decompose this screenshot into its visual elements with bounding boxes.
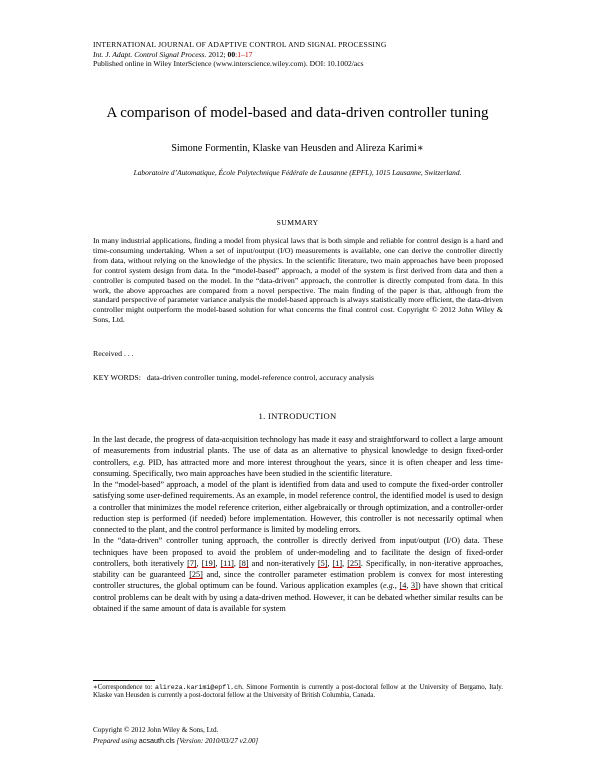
citation-link[interactable]: [5]: [317, 558, 328, 568]
intro-text: e.g.: [382, 581, 395, 591]
journal-citation: [93, 50, 387, 60]
correspondence-email[interactable]: alireza.karimi@epfl.ch: [154, 684, 243, 691]
intro-text: PID, has attracted more and more interest throughout the years, since it is often cheaper and less time-consuming. Specifically, two main approaches have been studied in the scientific literature.: [93, 457, 503, 478]
keywords-line: [93, 373, 374, 382]
footnote-rule: [93, 680, 155, 681]
citation-link[interactable]: [8]: [239, 558, 249, 568]
keywords-list: data-driven controller tuning, model-reference control, accuracy analysis: [146, 373, 375, 382]
citation-link[interactable]: [7]: [187, 558, 197, 568]
footnote-text: ∗Correspondence to:: [93, 684, 155, 691]
citation-link[interactable]: [4: [399, 581, 407, 591]
journal-year: 2012;: [206, 49, 228, 59]
intro-text: and non-iteratively: [248, 558, 318, 568]
citation-link[interactable]: [19]: [201, 558, 216, 568]
introduction-body: [93, 434, 503, 614]
journal-pages-link[interactable]: :1–17: [235, 49, 253, 59]
citation-link[interactable]: 3]: [411, 581, 418, 591]
class-file-name: acsauth.cls: [138, 735, 175, 745]
intro-paragraph-3: In the “data-driven” controller tuning approach, the controller is directly derived from input/output (I/O) data. These techniques have been proposed to avoid the problem of under-modeling and to facilitate the design of fixed-order controllers, both iteratively [7], [19], [11], [8] and non-iteratively [5], [1], [25]. Specifically, in non-iterative approaches, stability can be guaranteed [25] and, since the controller parameter estimation problem is convex for most interesting controller structures, the global optimum can be found. Various application examples (e.g., [4, 3]) have shown that critical control problems can be dealt with by using a data-driven method. However, it can be debated whether similar results can be obtained if the same amount of data is available for system: [93, 536, 504, 613]
intro-text: . Specifically, in non-iterative approaches, stability can be guaranteed: [93, 558, 504, 579]
footer-text: Prepared using: [93, 736, 139, 745]
footnote-text: . Simone Formentin is currently a post-doctoral fellow at the University of Bergamo, Italy. Klaske van Heusden is currently a post-doctoral fellow at the University of British Columbia, Canada.: [93, 684, 503, 700]
citation-link[interactable]: [25]: [347, 558, 361, 568]
intro-paragraph-2: In the “model-based” approach, a model of the plant is identified from data and used to compute the fixed-order controller satisfying some user-defined requirements. As an example, in model reference control, the identified model is used to design a controller that minimizes the model reference criterion, either algebraically or through optimization, and a controller-order reduction step is performed (if needed) before implementation. However, this controller is not necessarily optimal when connected to the plant, and the control performance is limited by modeling errors.: [93, 480, 503, 534]
intro-paragraph-1: [93, 434, 503, 479]
copyright-line: Copyright © 2012 John Wiley & Sons, Ltd.: [93, 726, 219, 734]
intro-text: ) have shown that critical control problems can be dealt with by using a data-driven method. However, it can be debated whether similar results can be obtained if the same amount of data is available for system: [93, 581, 504, 613]
paper-title: A comparison of model-based and data-driven controller tuning: [106, 105, 489, 121]
received-line: Received . . .: [93, 349, 134, 358]
citation-link[interactable]: [11]: [220, 558, 234, 568]
intro-text: In the last decade, the progress of data-acquisition technology has made it easy and straightforward to collect a large amount of measurements from industrial plants. The use of data as an alternative to physical knowledge to design fixed-order controllers,: [93, 435, 503, 467]
paper-affiliation: Laboratoire d’Automatique, École Polytechnique Fédérale de Lausanne (EPFL), 1015 Lausanne, Switzerland.: [133, 168, 462, 177]
citation-link[interactable]: [25]: [189, 570, 203, 579]
paper-authors: Simone Formentin, Klaske van Heusden and Alireza Karimi∗: [171, 143, 424, 154]
abstract-text: In many industrial applications, finding a model from physical laws that is both simple and reliable for control design is a hard and time-consuming undertaking. When a set of input/output (I/O) measurements is available, one can derive the controller directly from data, without relying on the knowledge of the physics. In the scientific literature, two main approaches have been proposed for control system design from data. In the “model-based” approach, a model of the system is first derived from data and then a controller is computed based on the model. In the “data-driven” approach, the controller is directly computed from data. In this work, the above approaches are compared from a novel perspective. The main finding of the paper is that, although from the standard perspective of parameter variance analysis the model-based approach is always statistically more efficient, the data-driven controller might outperform the model-based solution for what concerns the final control cost. Copyright © 2012 John Wiley & Sons, Ltd.: [93, 236, 503, 325]
journal-header: [93, 40, 387, 69]
correspondence-footnote: [93, 684, 503, 701]
intro-text: e.g.: [133, 457, 146, 467]
citation-link[interactable]: [1]: [332, 558, 343, 568]
page-footer: [93, 726, 258, 746]
section-heading-introduction: 1. INTRODUCTION: [258, 411, 337, 421]
journal-volume: 00: [227, 49, 236, 59]
footer-text: [Version: 2010/03/27 v2.00]: [174, 736, 259, 745]
summary-heading: SUMMARY: [276, 218, 319, 227]
prepared-using-line: [93, 736, 258, 747]
published-online: Published online in Wiley InterScience (www.interscience.wiley.com). DOI: 10.1002/acs: [93, 59, 364, 69]
keywords-label: KEY WORDS:: [93, 373, 141, 382]
intro-text: and, since the controller parameter estimation problem is convex for most interesting controller structures, the global optimum can be found. Various application examples (: [93, 570, 503, 591]
journal-name: INTERNATIONAL JOURNAL OF ADAPTIVE CONTROL AND SIGNAL PROCESSING: [93, 40, 387, 49]
journal-abbrev: Int. J. Adapt. Control Signal Process.: [93, 49, 207, 59]
intro-text: In the “data-driven” controller tuning approach, the controller is directly derived from input/output (I/O) data. These techniques have been proposed to avoid the problem of under-modeling and to facilitate the design of fixed-order controllers, both iteratively: [93, 536, 503, 568]
